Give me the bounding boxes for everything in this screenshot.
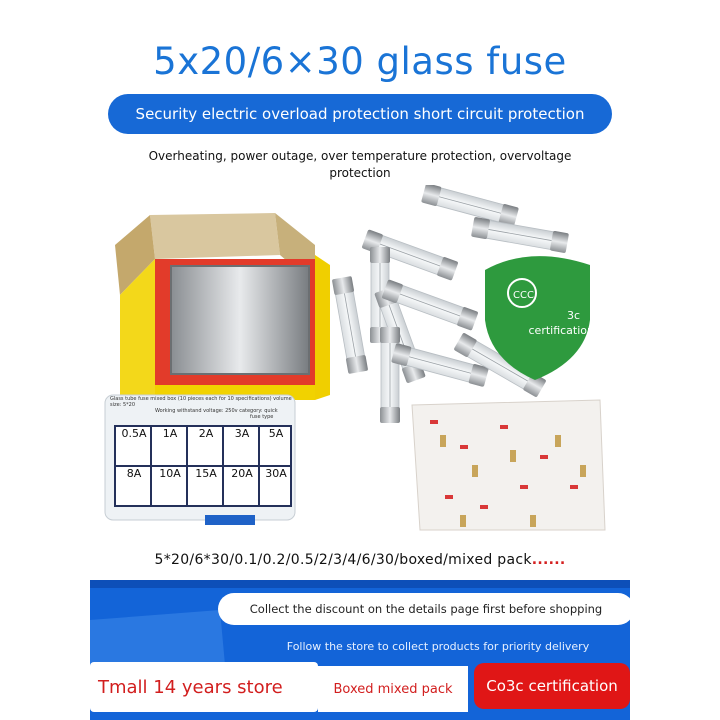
store-label: Tmall 14 years store (98, 676, 283, 698)
kit-rating: 15A (195, 467, 217, 480)
kit-header-text (110, 396, 300, 420)
cert-label: Co3c certification (486, 677, 618, 695)
follow-text: Follow the store to collect products for priority delivery (286, 639, 590, 653)
kit-rating: 10A (159, 467, 181, 480)
kit-rating: 5A (268, 427, 284, 440)
protection-description (130, 148, 590, 182)
spec-caption (0, 552, 720, 568)
kit-header-line-2: Working withstand voltage: 250v category: quick (155, 408, 278, 414)
kit-row-2 (116, 467, 292, 480)
kit-rating: 2A (198, 427, 214, 440)
kit-header-line-1: Glass tube fuse mixed box (10 pieces each for 10 specifications) volume size: 5*20 (110, 396, 292, 408)
certification-badge (474, 663, 630, 709)
kit-rating: 8A (126, 467, 142, 480)
page-title: 5x20/6×30 glass fuse (153, 40, 567, 83)
spec-caption-text: 5*20/6*30/0.1/0.2/0.5/2/3/4/6/30/boxed/mixed pack (154, 552, 532, 568)
caption-dots: ...... (531, 552, 566, 568)
kit-header-line-3: fuse type (250, 414, 274, 420)
kit-rating: 3A (234, 427, 250, 440)
kit-rating: 1A (162, 427, 178, 440)
protection-line-2: protection (329, 166, 391, 180)
kit-row-1 (116, 427, 292, 440)
3c-certification-label: certification (528, 324, 594, 337)
store-badge (90, 662, 318, 712)
3c-label: 3c (566, 309, 580, 322)
discount-text: Collect the discount on the details page first before shopping (249, 602, 603, 616)
kit-rating: 20A (231, 467, 253, 480)
kit-rating: 0.5A (121, 427, 147, 440)
discount-pill[interactable] (218, 593, 634, 625)
follow-store-pill[interactable] (248, 631, 628, 661)
subtitle-banner (108, 94, 612, 134)
kit-rating: 30A (265, 467, 287, 480)
protection-line-1: Overheating, power outage, over temperature protection, overvoltage (148, 149, 572, 163)
product-photo (100, 185, 620, 545)
boxed-pack-badge (318, 666, 468, 712)
svg-text:CCC: CCC (513, 290, 534, 301)
3c-badge-text (498, 308, 594, 338)
subtitle-banner-text: Security electric overload protection short circuit protection (135, 105, 585, 123)
boxed-label: Boxed mixed pack (333, 681, 453, 697)
fuse-box (115, 213, 330, 405)
mixed-pack-bag (412, 400, 605, 530)
